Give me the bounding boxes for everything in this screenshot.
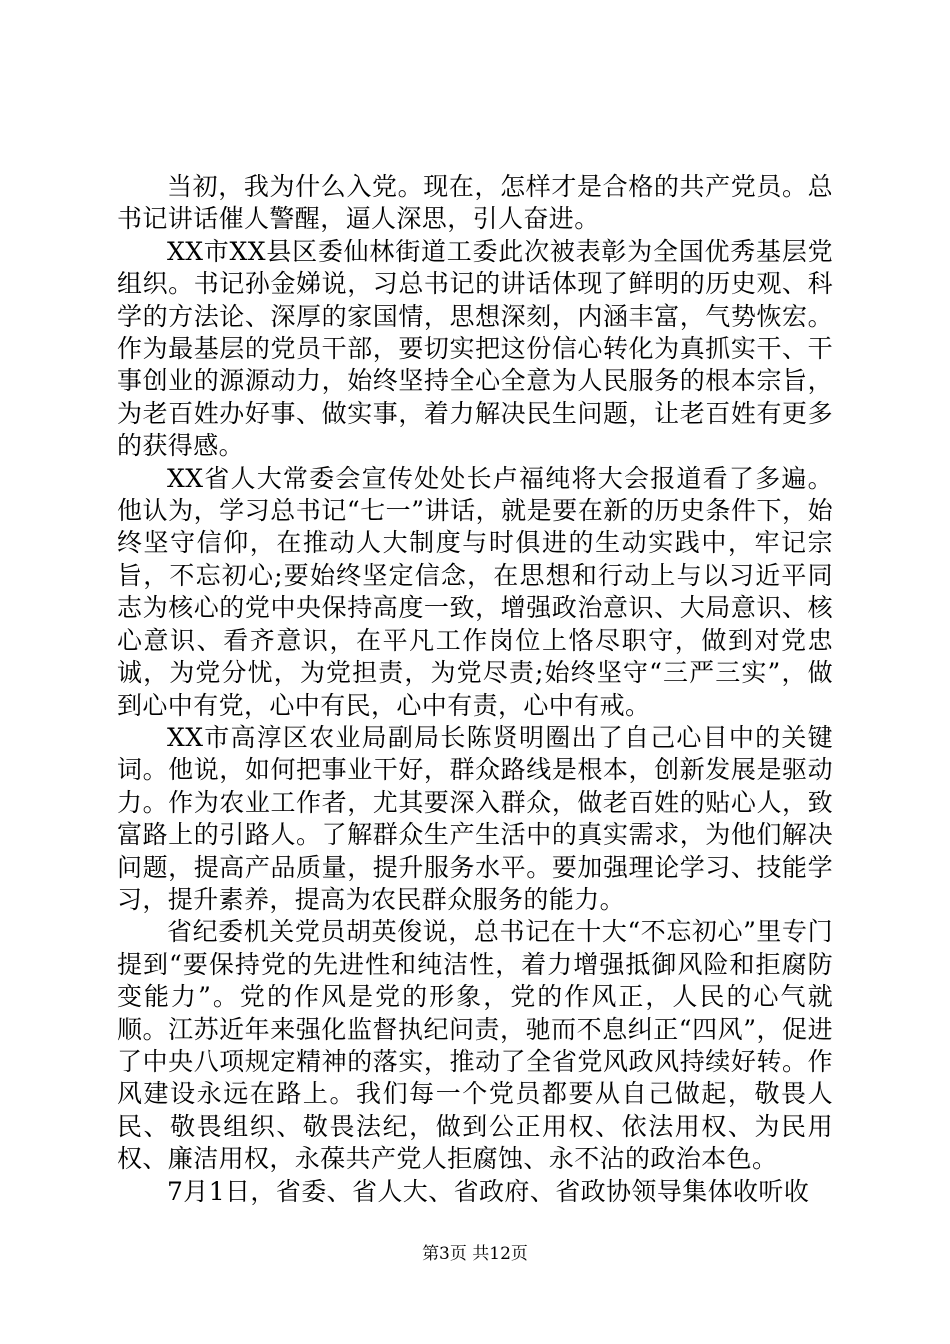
paragraph: 7月1日，省委、省人大、省政府、省政协领导集体收听收 — [167, 1176, 810, 1206]
paragraph: 当初，我为什么入党。现在，怎样才是合格的共产党员。总书记讲话催人警醒，逼人深思，引人奋进。 — [117, 172, 833, 234]
page-number-footer: 第3页 共12页 — [422, 1244, 528, 1264]
paragraph: XX市高淳区农业局副局长陈贤明圈出了自己心目中的关键词。他说，如何把事业干好，群众路线是根本，创新发展是驱动力。作为农业工作者，尤其要深入群众，做老百姓的贴心人，致富路上的引路人。了解群众生产生活中的真实需求，为他们解决问题，提高产品质量，提升服务水平。要加强理论学习、技能学习，提升素养，提高为农民群众服务的能力。 — [117, 722, 833, 914]
paragraph: 省纪委机关党员胡英俊说，总书记在十大“不忘初心”里专门提到“要保持党的先进性和纯洁性，着力增强抵御风险和拒腐防变能力”。党的作风是党的形象，党的作风正，人民的心气就顺。江苏近年来强化监督执纪问责，驰而不息纠正“四风”，促进了中央八项规定精神的落实，推动了全省党风政风持续好转。作风建设永远在路上。我们每一个党员都要从自己做起，敬畏人民、敬畏组织、敬畏法纪，做到公正用权、依法用权、为民用权、廉洁用权，永葆共产党人拒腐蚀、永不沾的政治本色。 — [117, 917, 833, 1174]
document-body — [117, 171, 833, 1208]
paragraph: XX市XX县区委仙林街道工委此次被表彰为全国优秀基层党组织。书记孙金娣说，习总书记的讲话体现了鲜明的历史观、科学的方法论、深厚的家国情，思想深刻，内涵丰富，气势恢宏。作为最基层的党员干部，要切实把这份信心转化为真抓实干、干事创业的源源动力，始终坚持全心全意为人民服务的根本宗旨，为老百姓办好事、做实事，着力解决民生问题，让老百姓有更多的获得感。 — [117, 236, 833, 461]
paragraph: XX省人大常委会宣传处处长卢福纯将大会报道看了多遍。他认为，学习总书记“七一”讲话，就是要在新的历史条件下，始终坚守信仰，在推动人大制度与时俱进的生动实践中，牢记宗旨，不忘初心;要始终坚定信念，在思想和行动上与以习近平同志为核心的党中央保持高度一致，增强政治意识、大局意识、核心意识、看齐意识，在平凡工作岗位上恪尽职守，做到对党忠诚，为党分忧，为党担责，为党尽责;始终坚守“三严三实”，做到心中有党，心中有民，心中有责，心中有戒。 — [117, 463, 833, 720]
